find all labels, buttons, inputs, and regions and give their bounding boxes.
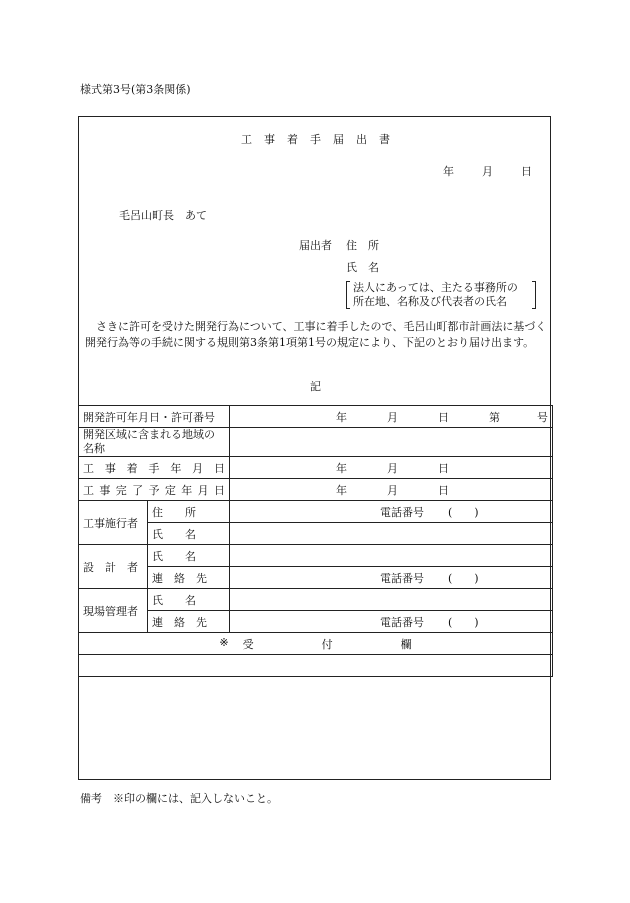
applicant-address-label: 住 所: [346, 239, 379, 252]
title-char: 工: [241, 133, 252, 146]
permit-label: 開発許可年月日・許可番号: [79, 406, 230, 428]
label-char: 年: [181, 483, 193, 497]
label-char: 完: [115, 483, 127, 497]
bracket-right: [532, 281, 536, 309]
phone-label: 電話番号: [380, 571, 424, 585]
designer-label: 設 計 者: [79, 545, 148, 589]
table-row: [79, 457, 553, 479]
manager-name-value[interactable]: [230, 589, 553, 611]
receipt-area[interactable]: [79, 655, 553, 677]
form-title: [79, 131, 552, 147]
manager-contact-value[interactable]: [230, 611, 553, 633]
table-row: [79, 567, 553, 589]
date-day: 日: [521, 165, 532, 178]
label-char: 定: [164, 483, 176, 497]
table-row: [79, 523, 553, 545]
finish-nen: 年: [336, 483, 347, 497]
phone-paren: ( ): [448, 571, 479, 585]
label-char: 事: [104, 461, 116, 475]
start-label: [79, 457, 230, 479]
manager-name-label: 氏 名: [148, 589, 230, 611]
receipt-mark: ※: [219, 635, 229, 649]
receipt-char: 付: [321, 637, 333, 651]
designer-name-value[interactable]: [230, 545, 553, 567]
corp-note-line2: 所在地、名称及び代表者の氏名: [353, 295, 507, 308]
area-label: 開発区域に含まれる地域の名称: [79, 428, 230, 457]
receipt-char: 欄: [400, 637, 412, 651]
table-row: [79, 589, 553, 611]
label-char: 着: [126, 461, 138, 475]
permit-dai: 第: [489, 410, 500, 424]
label-char: 事: [99, 483, 111, 497]
applicant-label: 届出者: [299, 239, 332, 252]
bracket-left: [346, 281, 350, 309]
designer-contact-value[interactable]: [230, 567, 553, 589]
body-text: さきに許可を受けた開発行為について、工事に着手したので、毛呂山町都市計画法に基づく開発行為等の手続に関する規則第3条第1項第1号の規定により、下記のとおり届け出ます。: [85, 320, 547, 349]
label-char: 月: [192, 461, 204, 475]
title-char: 事: [264, 133, 275, 146]
permit-tsuki: 月: [387, 410, 398, 424]
phone-paren: ( ): [448, 505, 479, 519]
manager-label: 現場管理者: [79, 589, 148, 633]
finish-tsuki: 月: [387, 483, 398, 497]
label-char: 手: [148, 461, 160, 475]
finish-label: [79, 479, 230, 501]
remark: 備考 ※印の欄には、記入しないこと。: [80, 792, 278, 805]
date-year: 年: [443, 165, 454, 178]
label-char: 工: [83, 461, 94, 475]
table-row: [79, 479, 553, 501]
permit-go: 号: [537, 410, 548, 424]
table-row: [79, 428, 553, 457]
table-row: [79, 501, 553, 523]
form-frame: [78, 116, 551, 780]
title-char: 届: [333, 133, 344, 146]
manager-contact-label: 連 絡 先: [148, 611, 230, 633]
phone-paren: ( ): [448, 615, 479, 629]
area-value[interactable]: [230, 428, 553, 457]
start-nen: 年: [336, 461, 347, 475]
contractor-name-value[interactable]: [230, 523, 553, 545]
label-char: 日: [213, 461, 225, 475]
title-char: 出: [356, 133, 367, 146]
date-month: 月: [482, 165, 493, 178]
phone-label: 電話番号: [380, 505, 424, 519]
label-char: 月: [197, 483, 209, 497]
permit-hi: 日: [438, 410, 449, 424]
contractor-address-value[interactable]: [230, 501, 553, 523]
receipt-header: [79, 633, 553, 655]
designer-contact-label: 連 絡 先: [148, 567, 230, 589]
finish-hi: 日: [438, 483, 449, 497]
start-value[interactable]: [230, 457, 553, 479]
title-char: 着: [287, 133, 298, 146]
finish-value[interactable]: [230, 479, 553, 501]
table-row: [79, 655, 553, 677]
receipt-char: 受: [242, 637, 254, 651]
label-char: 了: [132, 483, 144, 497]
label-char: 年: [170, 461, 182, 475]
details-table: [78, 405, 553, 677]
permit-value[interactable]: [230, 406, 553, 428]
phone-label: 電話番号: [380, 615, 424, 629]
applicant-name-label: 氏 名: [346, 261, 379, 274]
permit-nen: 年: [336, 410, 347, 424]
table-row: [79, 545, 553, 567]
table-row: [79, 406, 553, 428]
contractor-name-label: 氏 名: [148, 523, 230, 545]
contractor-label: 工事施行者: [79, 501, 148, 545]
ki-heading: 記: [310, 380, 321, 393]
form-reference: 様式第3号(第3条関係): [80, 83, 191, 96]
start-tsuki: 月: [387, 461, 398, 475]
addressee: 毛呂山町長 あて: [119, 209, 207, 222]
table-row: [79, 633, 553, 655]
label-char: 予: [148, 483, 160, 497]
corporate-note: [346, 281, 536, 309]
designer-name-label: 氏 名: [148, 545, 230, 567]
label-char: 工: [83, 483, 94, 497]
start-hi: 日: [438, 461, 449, 475]
table-row: [79, 611, 553, 633]
corp-note-line1: 法人にあっては、主たる事務所の: [353, 281, 518, 294]
date-line: [415, 163, 532, 179]
label-char: 日: [214, 483, 225, 497]
contractor-address-label: 住 所: [148, 501, 230, 523]
title-char: 手: [310, 133, 321, 146]
title-char: 書: [379, 133, 390, 146]
